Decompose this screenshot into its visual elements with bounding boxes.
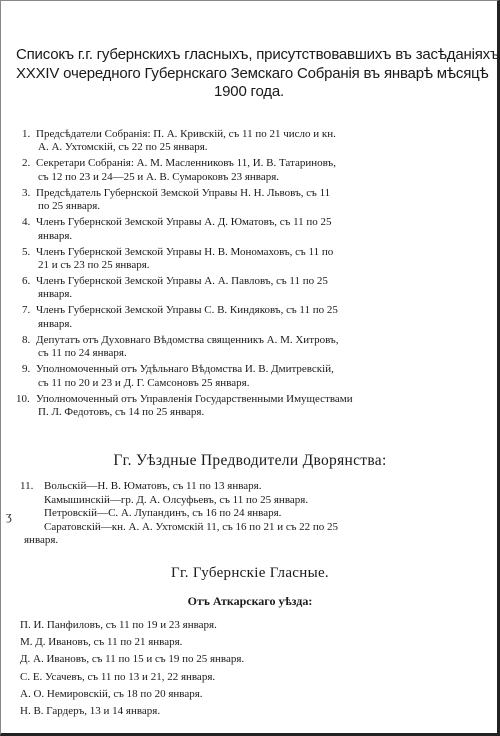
- list-item: [20, 507, 482, 521]
- section-heading-uezd: Гг. Уѣздные Предводители Дворянства:: [113, 452, 387, 469]
- item-text: Депутатъ отъ Духовнаго Вѣдомства священникъ А. М. Хитровъ,: [36, 333, 339, 346]
- title-line: XXXIV очередного Губернскаго Земскаго Собранія въ январѣ мѣсяцѣ: [16, 64, 489, 82]
- item-number: 1.: [22, 128, 31, 140]
- item-text: съ 11 по 20 и 23 и Д. Г. Самсоновъ 25 января.: [38, 376, 250, 389]
- list-item: Д. А. Ивановъ, съ 11 по 15 и съ 19 по 25 января.: [20, 653, 245, 666]
- item-text: Членъ Губернской Земской Управы Н. В. Мономаховъ, съ 11 по: [36, 245, 334, 258]
- list-item: С. Е. Усачевъ, съ 11 по 13 и 21, 22 января.: [20, 670, 216, 683]
- item-number: 6.: [22, 275, 31, 288]
- list-item: [22, 128, 482, 155]
- item-text: 21 и съ 23 по 25 января.: [38, 259, 150, 272]
- item-text: по 25 января.: [38, 200, 101, 213]
- item-number: 11.: [20, 480, 34, 492]
- glasnye-list: [20, 617, 480, 720]
- item-number: 4.: [22, 216, 31, 229]
- item-text: Вольскій—Н. В. Юматовъ, съ 11 по 13 января.: [44, 480, 262, 492]
- margin-mark: ʒ: [6, 508, 12, 523]
- subheading-atkarsk: Отъ Аткарскаго уѣзда:: [187, 594, 313, 608]
- item-text: января.: [38, 229, 73, 242]
- item-number: 3.: [22, 186, 31, 199]
- item-text: января.: [38, 288, 73, 301]
- item-number: 7.: [22, 304, 31, 317]
- list-item: [20, 494, 482, 508]
- item-text: Саратовскій—кн. А. А. Ухтомскій 11, съ 16 по 21 и съ 22 по 25: [44, 520, 339, 533]
- item-text: Уполномоченный отъ Управленія Государственными Имуществами: [36, 392, 353, 405]
- item-number: 8.: [22, 333, 31, 346]
- title-line: 1900 года.: [214, 83, 284, 100]
- list-item: [16, 392, 482, 420]
- item-number: 5.: [22, 245, 31, 258]
- list-item: [22, 275, 482, 302]
- list-item: [22, 187, 482, 214]
- list-item: [22, 304, 482, 331]
- item-text: съ 12 по 23 и 24—25 и А. В. Сумароковъ 23 января.: [38, 170, 280, 183]
- list-item: [20, 521, 482, 535]
- item-number: 2.: [22, 157, 31, 170]
- list-item: Н. В. Гардеръ, 13 и 14 января.: [20, 705, 161, 718]
- list-item: М. Д. Ивановъ, съ 11 по 21 января.: [20, 636, 183, 649]
- list-item: А. О. Немировскій, съ 18 по 20 января.: [20, 687, 203, 700]
- document-title: [16, 46, 500, 102]
- item-text: П. Л. Федотовъ, съ 14 по 25 января.: [38, 406, 205, 419]
- list-item: [22, 157, 482, 184]
- list-item: [20, 534, 482, 548]
- officials-list: [16, 128, 482, 422]
- list-item: П. И. Панфиловъ, съ 11 по 19 и 23 января.: [20, 619, 217, 631]
- item-text: Петровскій—С. А. Лупандинъ, съ 16 по 24 января.: [44, 507, 282, 520]
- item-number: 10.: [16, 392, 30, 405]
- item-text: А. А. Ухтомскій, съ 22 по 25 января.: [38, 141, 208, 154]
- item-text: Камышинскій—гр. Д. А. Олсуфьевъ, съ 11 по 25 января.: [44, 493, 309, 506]
- item-text: Членъ Губернской Земской Управы А. А. Павловъ, съ 11 по 25: [36, 275, 328, 288]
- list-item: [22, 246, 482, 273]
- uezd-list: [20, 480, 482, 548]
- item-text: Секретари Собранія: А. М. Масленниковъ 11, И. В. Татариновъ,: [36, 157, 336, 170]
- list-item: [22, 363, 482, 390]
- item-text: Членъ Губернской Земской Управы С. В. Киндяковъ, съ 11 по 25: [36, 304, 338, 317]
- title-line: Списокъ г.г. губернскихъ гласныхъ, присутствовавшихъ въ засѣданіяхъ: [16, 46, 500, 63]
- list-item: [22, 334, 482, 361]
- item-number: 9.: [22, 363, 31, 376]
- item-text: съ 11 по 24 января.: [38, 347, 127, 360]
- list-item: [22, 216, 482, 243]
- item-text: Предсѣдатель Губернской Земской Управы Н. Н. Львовъ, съ 11: [36, 186, 331, 199]
- item-text: Предсѣдатели Собранія: П. А. Кривскій, съ 11 по 21 число и кн.: [36, 128, 336, 140]
- list-item: [20, 480, 482, 494]
- item-text: Уполномоченный отъ Удѣльнаго Вѣдомства И. В. Дмитревскій,: [36, 363, 334, 376]
- item-text: Членъ Губернской Земской Управы А. Д. Юматовъ, съ 11 по 25: [36, 216, 332, 229]
- section-heading-glasnye: Гг. Губернскіе Гласные.: [171, 565, 329, 581]
- item-text: января.: [38, 317, 73, 330]
- item-text: января.: [24, 534, 59, 547]
